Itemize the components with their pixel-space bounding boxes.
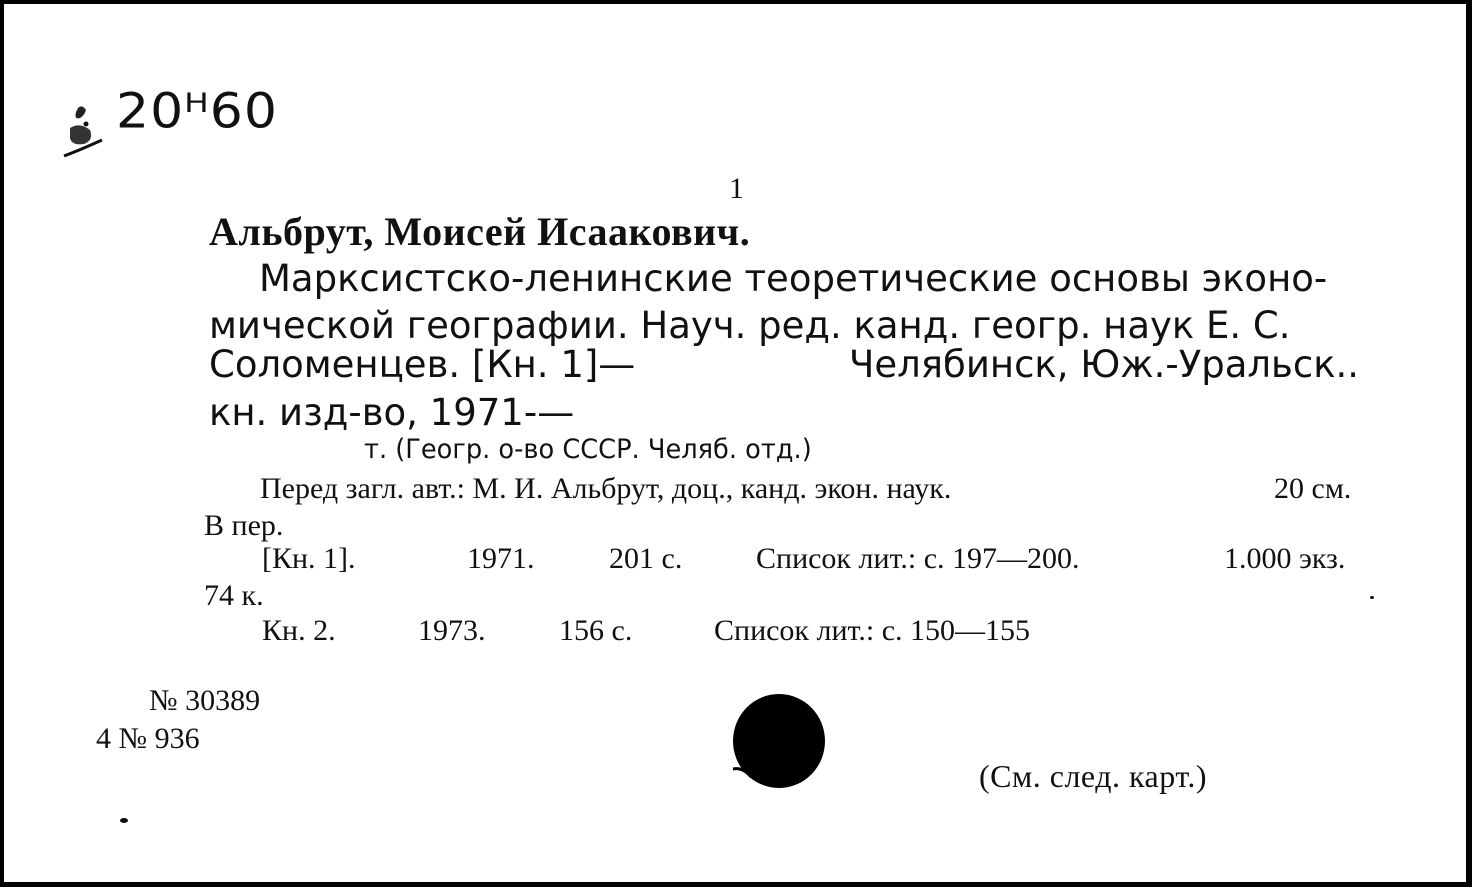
volume1-copies: 1.000 экз. — [1224, 542, 1346, 575]
continued-note: (См. след. карт.) — [979, 758, 1208, 794]
volume2-label: Кн. 2. — [262, 614, 336, 647]
author-heading: Альбрут, Моисей Исаакович. — [209, 209, 751, 254]
card-index-number: 1 — [729, 172, 744, 205]
handwritten-accession-number: 20ᴴ60 — [116, 84, 278, 140]
series-note: т. (Геогр. о-во СССР. Челяб. отд.) — [364, 434, 812, 465]
registration-number-secondary: 4 № 936 — [96, 722, 200, 755]
volume1-year: 1971. — [467, 542, 535, 575]
title-line-4: кн. изд-во, 1971-— — [209, 391, 575, 434]
registration-number: № 30389 — [149, 684, 261, 717]
imprint-place: Челябинск, Юж.-Уральск.. — [849, 343, 1360, 386]
volume1-bibliography: Список лит.: с. 197—200. — [756, 542, 1080, 575]
volume2-pages: 156 с. — [559, 614, 633, 647]
volume1-price: 74 к. — [204, 579, 264, 612]
author-note: Перед загл. авт.: М. И. Альбрут, доц., канд. экон. наук. — [260, 472, 952, 505]
punch-hole-icon — [731, 691, 827, 791]
ink-smudge-icon — [60, 100, 110, 164]
ink-speck — [1370, 596, 1374, 599]
title-line-1: Марксистско-ленинские теоретические основы эконо- — [259, 257, 1328, 300]
binding-note: В пер. — [204, 509, 284, 542]
size-note: 20 см. — [1274, 472, 1352, 505]
volume2-bibliography: Список лит.: с. 150—155 — [714, 614, 1031, 647]
ink-speck — [120, 818, 128, 823]
title-line-3: Соломенцев. [Кн. 1]— — [209, 343, 636, 386]
volume1-pages: 201 с. — [609, 542, 683, 575]
volume1-label: [Кн. 1]. — [262, 542, 356, 575]
volume2-year: 1973. — [418, 614, 486, 647]
title-line-2: мической географии. Науч. ред. канд. геогр. наук Е. С. — [209, 304, 1291, 347]
